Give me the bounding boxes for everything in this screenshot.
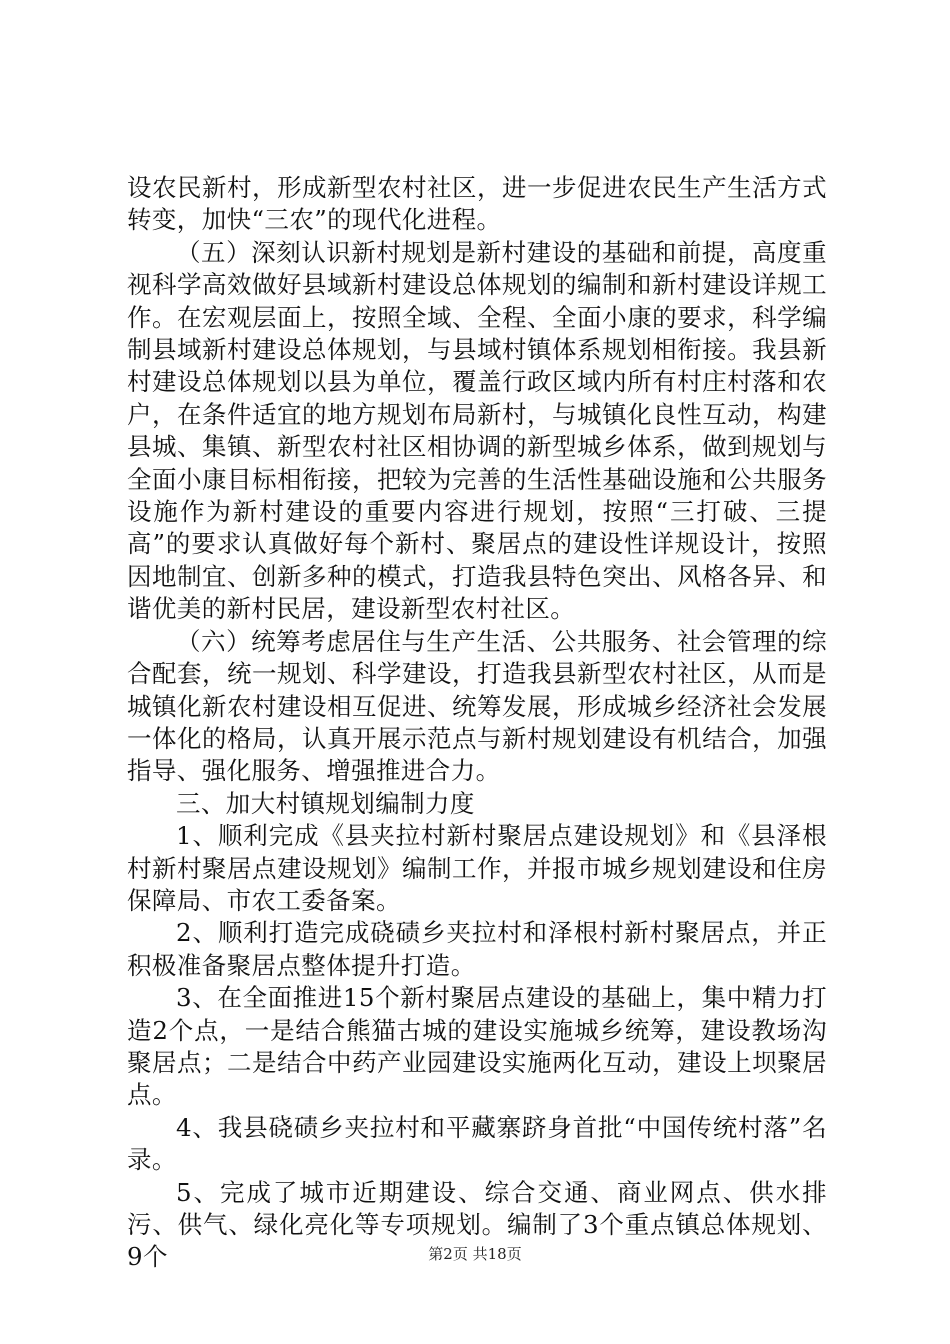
page-number-label: 第2页 共18页	[428, 1245, 522, 1263]
paragraph-section-six: （六）统筹考虑居住与生产生活、公共服务、社会管理的综合配套，统一规划、科学建设，打造我县新型农村社区，从而是城镇化新农村建设相互促进、统筹发展，形成城乡经济社会发展一体化的格局，认真开展示范点与新村规划建设有机结合，加强指导、强化服务、增强推进合力。	[127, 626, 827, 786]
list-item-3: 3、在全面推进15个新村聚居点建设的基础上，集中精力打造2个点，一是结合熊猫古城的建设实施城乡统筹，建设教场沟聚居点；二是结合中药产业园建设实施两化互动，建设上坝聚居点。	[127, 983, 827, 1110]
page-footer	[0, 1244, 950, 1264]
list-item-5: 5、完成了城市近期建设、综合交通、商业网点、供水排污、供气、绿化亮化等专项规划。编制了3个重点镇总体规划、9个	[127, 1177, 827, 1272]
paragraph-continuation: 设农民新村，形成新型农村社区，进一步促进农民生产生活方式转变，加快“三农”的现代化进程。	[127, 173, 827, 235]
section-heading-three: 三、加大村镇规划编制力度	[176, 788, 475, 818]
list-item-1: 1、顺利完成《县夹拉村新村聚居点建设规划》和《县泽根村新村聚居点建设规划》编制工作，并报市城乡规划建设和住房保障局、市农工委备案。	[127, 821, 827, 915]
paragraph-section-five: （五）深刻认识新村规划是新村建设的基础和前提，高度重视科学高效做好县域新村建设总体规划的编制和新村建设详规工作。在宏观层面上，按照全域、全程、全面小康的要求，科学编制县域新村建设总体规划，与县域村镇体系规划相衔接。我县新村建设总体规划以县为单位，覆盖行政区域内所有村庄村落和农户，在条件适宜的地方规划布局新村，与城镇化良性互动，构建县城、集镇、新型农村社区相协调的新型城乡体系，做到规划与全面小康目标相衔接，把较为完善的生活性基础设施和公共服务设施作为新村建设的重要内容进行规划，按照“三打破、三提高”的要求认真做好每个新村、聚居点的建设性详规设计，按照因地制宜、创新多种的模式，打造我县特色突出、风格各异、和谐优美的新村民居，建设新型农村社区。	[127, 237, 827, 624]
document-body	[127, 172, 827, 1274]
list-item-4: 4、我县硗碛乡夹拉村和平藏寨跻身首批“中国传统村落”名录。	[127, 1112, 827, 1175]
list-item-2: 2、顺利打造完成硗碛乡夹拉村和泽根村新村聚居点，并正积极准备聚居点整体提升打造。	[127, 918, 827, 980]
